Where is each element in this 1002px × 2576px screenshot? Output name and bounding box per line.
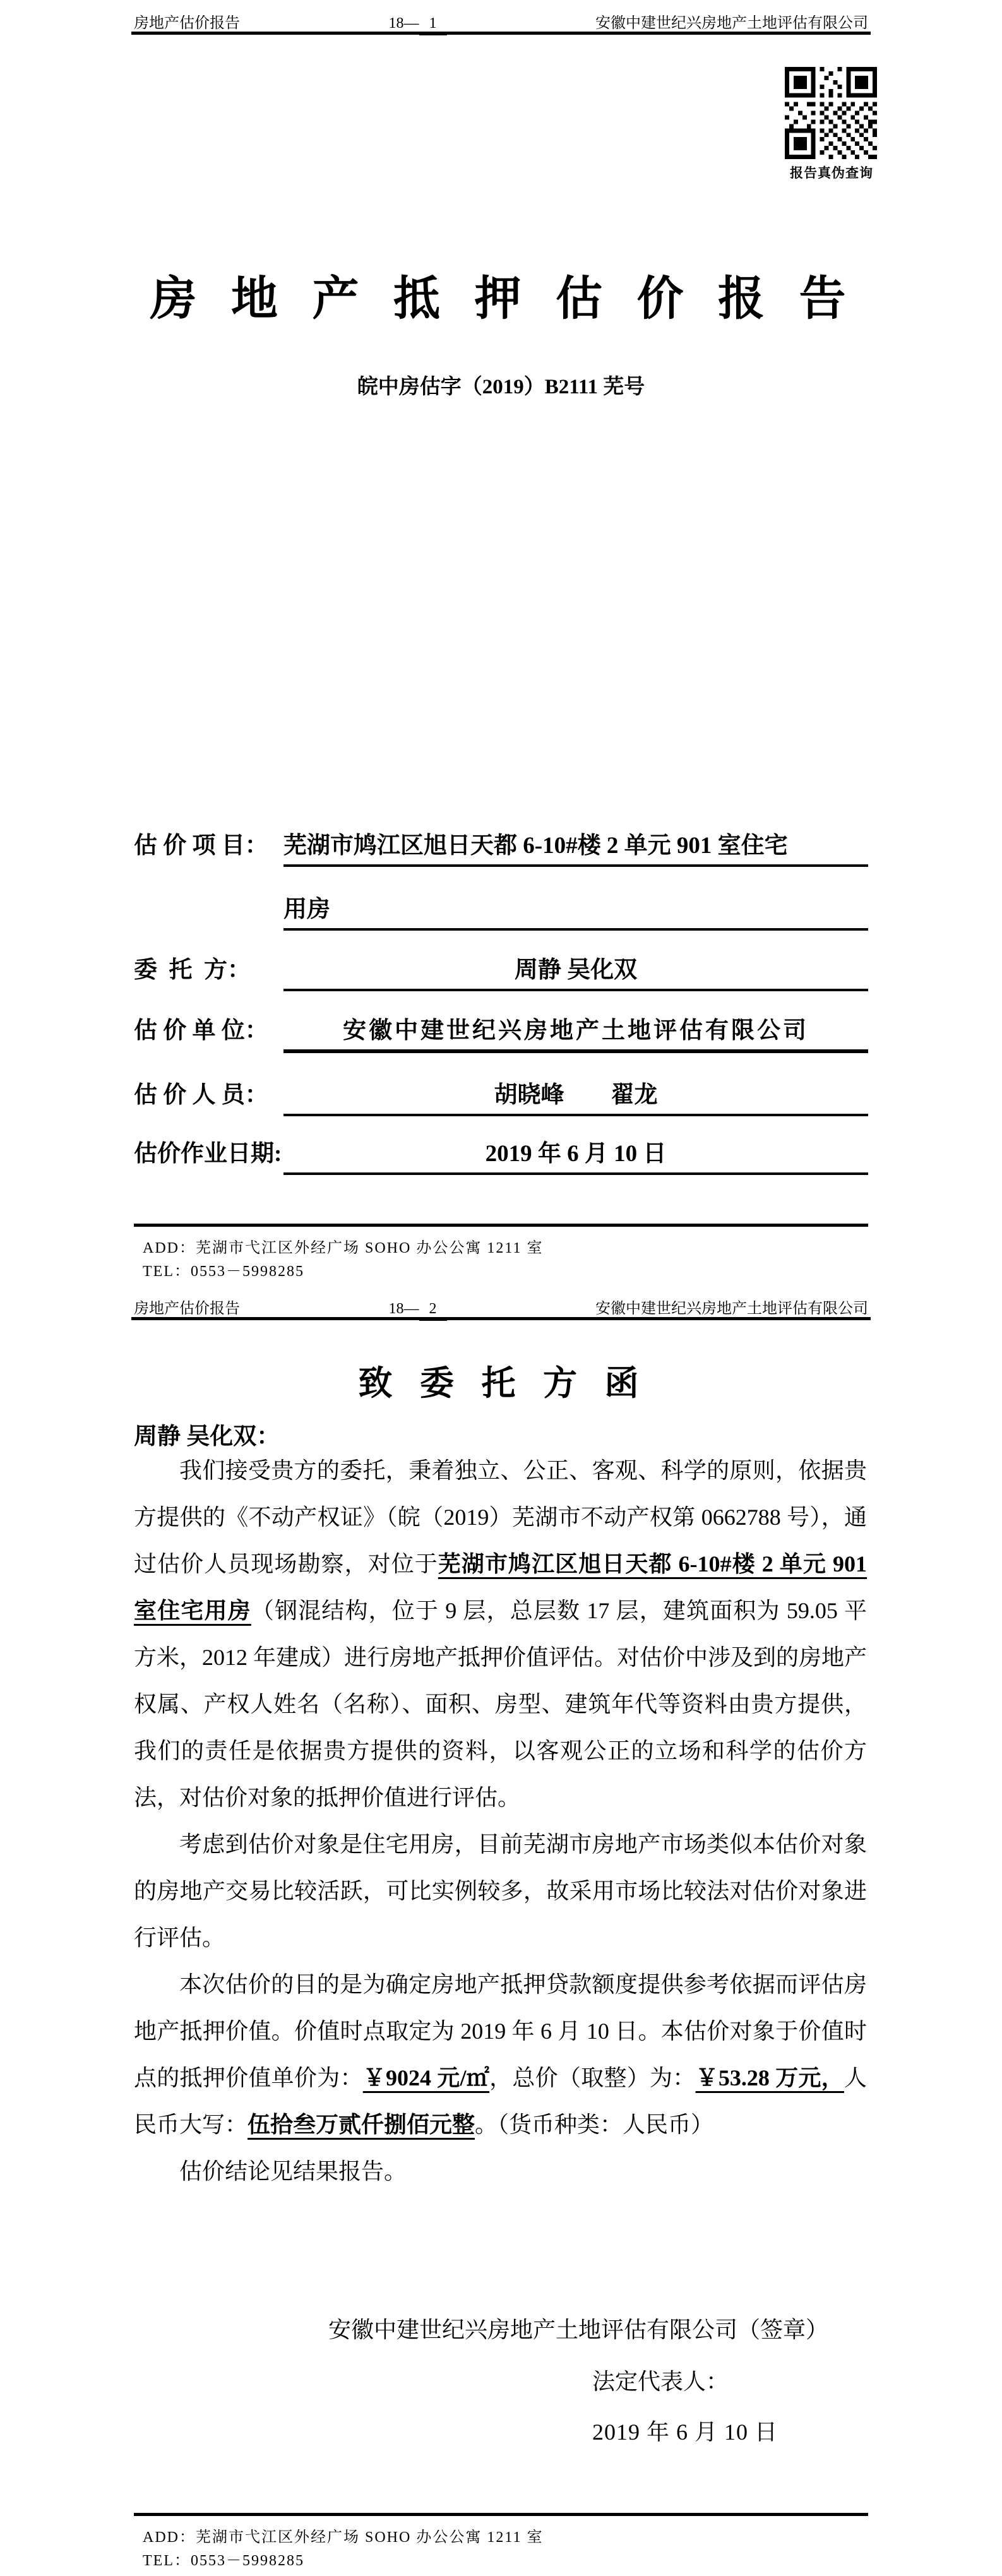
closing-date: 2019 年 6 月 10 日 [592, 2419, 778, 2445]
field-label: 委 托 方： [134, 957, 251, 983]
header-rule [131, 32, 871, 35]
field-value: 胡晓峰 翟龙 [283, 1075, 868, 1116]
field-row-client [134, 950, 868, 991]
body-paragraph: 本次估价的目的是为确定房地产抵押贷款额度提供参考依据而评估房地产抵押价值。价值时点取定为 2019 年 6 月 10 日。本估价对象于价值时点的抵押价值单价为：￥9024 元/㎡，总价（取整）为：￥53.28 万元，人民币大写：伍拾叁万贰仟捌佰元整。（货币种类：人民币） [134, 1972, 867, 2137]
page1-footer [134, 1224, 868, 1284]
field-row-appraisers [134, 1075, 868, 1116]
field-value: 安徽中建世纪兴房地产土地评估有限公司 [283, 1011, 868, 1053]
address-line: ADD：芜湖市弋江区外经广场 SOHO 办公公寓 1211 室 [143, 1240, 544, 1256]
field-value: 周静 吴化双 [283, 950, 868, 991]
qr-verification-block [785, 67, 878, 182]
page1-running-header [134, 10, 868, 32]
running-header-company: 安徽中建世纪兴房地产土地评估有限公司 [595, 1301, 868, 1317]
field-value: 芜湖市鸠江区旭日天都 6-10#楼 2 单元 901 室住宅 [283, 826, 868, 867]
doc-number: 皖中房估字（2019）B2111 芜号 [357, 376, 645, 398]
salutation: 周静 吴化双： [134, 1424, 280, 1450]
address-line: ADD：芜湖市弋江区外经广场 SOHO 办公公寓 1211 室 [143, 2529, 544, 2546]
page-number-prefix: 18— [388, 15, 419, 32]
running-header-doc-type: 房地产估价报告 [134, 1301, 240, 1317]
body-paragraph: 我们接受贵方的委托，秉着独立、公正、客观、科学的原则，依据贵方提供的《不动产权证》（皖（2019）芜湖市不动产权第 0662788 号），通过估价人员现场勘察，对位于芜湖市鸠江区旭日天都 6-10#楼 2 单元 901 室住宅用房（钢混结构，位于 9 层，总层数 17 层，建筑面积为 59.05 平方米，2012 年建成）进行房地产抵押价值评估。对估价中涉及到的房地产权属、产权人姓名（名称）、面积、房型、建筑年代等资料由贵方提供，我们的责任是依据贵方提供的资料，以客观公正的立场和科学的估价方法，对估价对象的抵押价值进行评估。 [134, 1458, 868, 1810]
cover-fields [134, 826, 868, 1175]
page-number-value: 1 [419, 15, 447, 35]
field-label: 估 价 项 目： [134, 833, 268, 859]
qr-code [785, 67, 877, 159]
letter-title: 致 委 托 方 函 [358, 1364, 644, 1402]
report-title: 房 地 产 抵 押 估 价 报 告 [150, 273, 852, 325]
page2-footer [134, 2513, 868, 2573]
field-row-agency [134, 1011, 868, 1053]
field-label: 估 价 单 位： [134, 1018, 268, 1044]
page-number-value: 2 [419, 1301, 447, 1321]
field-label: 估价作业日期: [134, 1141, 282, 1167]
running-header-page-number [389, 15, 447, 32]
field-row-project [134, 826, 868, 867]
field-value: 2019 年 6 月 10 日 [283, 1134, 868, 1175]
legal-rep-label: 法定代表人： [592, 2369, 729, 2394]
letter-body [134, 1447, 867, 2195]
header-rule [131, 1317, 871, 1320]
field-row-date [134, 1134, 868, 1175]
running-header-doc-type: 房地产估价报告 [134, 15, 240, 32]
footer-rule [134, 2513, 868, 2516]
footer-rule [134, 1224, 868, 1227]
page2-running-header [134, 1296, 868, 1318]
body-paragraph: 考虑到估价对象是住宅用房，目前芜湖市房地产市场类似本估价对象的房地产交易比较活跃，可比实例较多，故采用市场比较法对估价对象进行评估。 [134, 1832, 867, 1950]
field-value: 用房 [283, 890, 868, 931]
field-row-project-line2 [134, 890, 868, 931]
qr-caption: 报告真伪查询 [790, 165, 873, 181]
page-number-prefix: 18— [388, 1301, 419, 1317]
tel-line: TEL：0553－5998285 [143, 2553, 304, 2569]
running-header-page-number [389, 1301, 447, 1318]
field-label: 估 价 人 员： [134, 1082, 268, 1108]
running-header-company: 安徽中建世纪兴房地产土地评估有限公司 [595, 15, 868, 32]
body-paragraph: 估价结论见结果报告。 [179, 2159, 407, 2184]
tel-line: TEL：0553－5998285 [143, 1263, 304, 1280]
closing-company-signature: 安徽中建世纪兴房地产土地评估有限公司（签章） [328, 2317, 829, 2342]
